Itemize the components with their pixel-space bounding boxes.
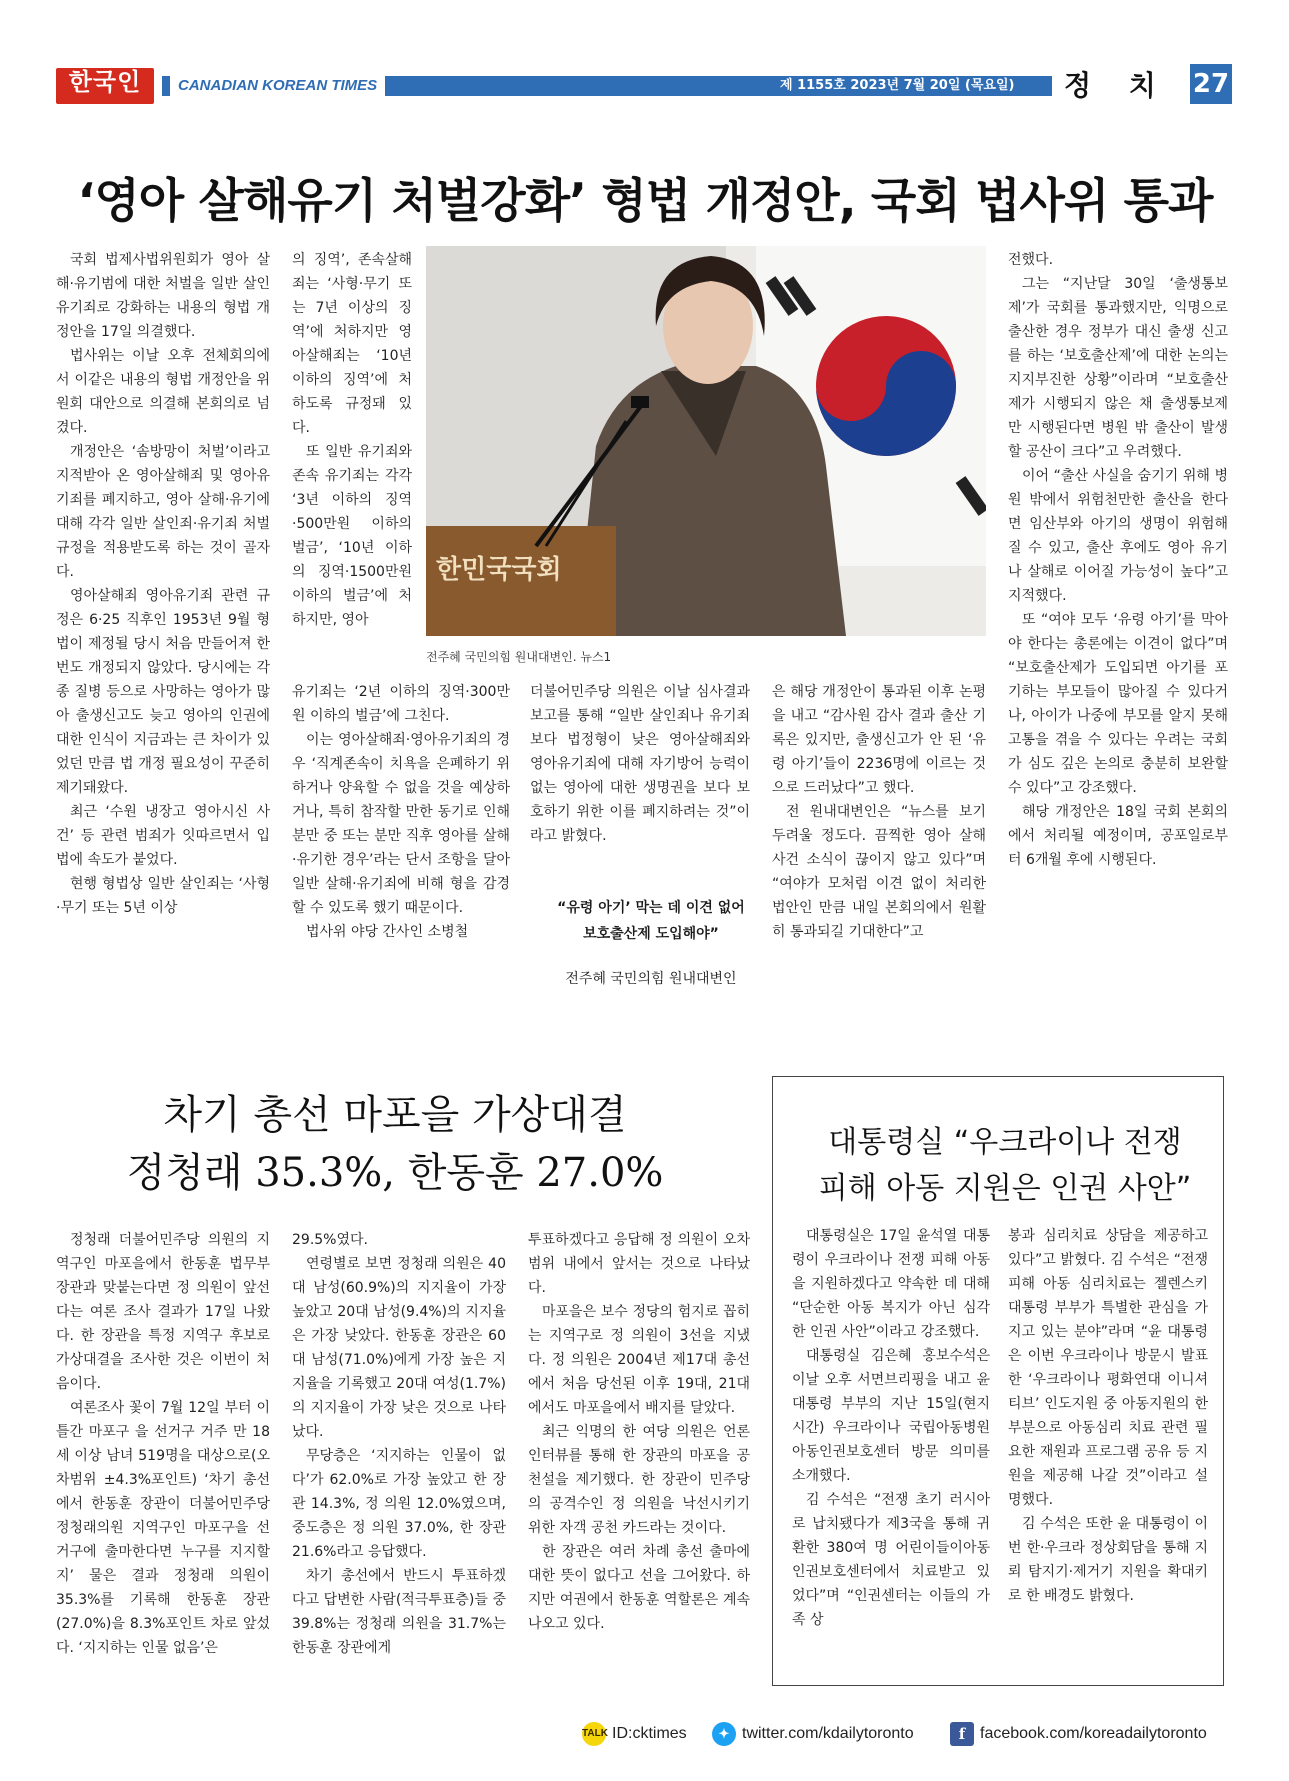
article1-column-4 xyxy=(772,680,986,1008)
paragraph: 개정안은 ‘솜방망이 처벌’이라고 지적받아 온 영아살해죄 및 영아유기죄를 폐지하고, 영아 살해·유기에 대해 각각 일반 살인죄·유기죄 처벌 규정을 적용받도록 하는 것이 골자다. xyxy=(56,444,270,580)
paragraph: 법사위 야당 간사인 소병철 xyxy=(306,924,469,940)
article2-column-2 xyxy=(292,1228,506,1698)
paragraph: 차기 총선에서 반드시 투표하겠다고 답변한 사람(적극투표층)들 중 39.8%는 정청래 의원을 31.7%는 한동훈 장관에게 xyxy=(292,1568,506,1656)
paragraph: 또 일반 유기죄와 존속 유기죄는 각각 ‘3년 이하의 징역·500만원 이하의 벌금’, ‘10년 이하의 징역·1500만원 이하의 벌금’에 처하지만, 영아 xyxy=(292,444,412,628)
article1-column-2a xyxy=(292,248,412,658)
article1-column-2b xyxy=(292,680,510,1008)
paragraph: 김 수석은 또한 윤 대통령이 이번 한·우크라 정상회담을 통해 지뢰 탐지기·제거기 지원을 확대키로 한 배경도 밝혔다. xyxy=(1008,1516,1208,1604)
paragraph: 더불어민주당 의원은 이날 심사결과 보고를 통해 “일반 살인죄나 유기죄보다 법정형이 낮은 영아살해죄와 영아유기죄에 대해 자기방어 능력이 없는 영아에 대한 생명권을 보다 보호하기 위한 이를 폐지하려는 것”이라고 밝혔다. xyxy=(530,684,750,844)
press-briefing-photo xyxy=(426,246,986,636)
article1-column-5 xyxy=(1008,248,1228,1008)
twitter-link[interactable]: twitter.com/kdailytoronto xyxy=(742,1725,914,1742)
paper-name: CANADIAN KOREAN TIMES xyxy=(170,76,385,96)
headline-line: 정청래 35.3%, 한동훈 27.0% xyxy=(126,1150,664,1196)
pull-quote-line: 보호출산제 도입해야” xyxy=(583,926,719,942)
pull-quote xyxy=(536,895,766,947)
paragraph: 은 해당 개정안이 통과된 이후 논평을 내고 “감사원 감사 결과 출산 기록은 있지만, 출생신고가 안 된 ‘유령 아기’들이 2236명에 이르는 것으로 드러났다”고 했다. xyxy=(772,684,986,796)
paragraph: 전 원내대변인은 “뉴스를 보기 두려울 정도다. 끔찍한 영아 살해 사건 소식이 끊이지 않고 있다”며 “여야가 모처럼 이견 없이 처리한 법안인 만큼 내일 본회의에서 원활히 통과되길 기대한다”고 xyxy=(772,804,986,940)
paragraph: 국회 법제사법위원회가 영아 살해·유기범에 대한 처벌을 일반 살인 유기죄로 강화하는 내용의 형법 개정안을 17일 의결했다. xyxy=(56,252,270,340)
article1-photo xyxy=(426,246,986,636)
article2-column-1 xyxy=(56,1228,270,1698)
paragraph: 유기죄는 ‘2년 이하의 징역·300만원 이하의 벌금’에 그친다. xyxy=(292,684,510,724)
kakaotalk-icon: TALK xyxy=(582,1722,606,1746)
talk-id: ID:cktimes xyxy=(612,1725,687,1742)
paragraph: 정청래 더불어민주당 의원의 지역구인 마포을에서 한동훈 법무부 장관과 맞붙는다면 정 의원이 앞선다는 여론 조사 결과가 17일 나왔다. 한 장관을 특정 지역구 후보로 가상대결을 조사한 것은 이번이 처음이다. xyxy=(56,1232,270,1392)
newspaper-logo: 한국인 xyxy=(56,68,154,104)
twitter-icon: ✦ xyxy=(712,1722,736,1746)
article3-column-1 xyxy=(792,1224,990,1674)
paragraph: 전했다. xyxy=(1008,252,1054,268)
headline-line: 대통령실 “우크라이나 전쟁 xyxy=(828,1125,1182,1160)
issue-date: 제 1155호 2023년 7월 20일 (목요일) xyxy=(780,78,1015,93)
article2-headline xyxy=(110,1086,680,1202)
paragraph: 봉과 심리치료 상담을 제공하고 있다”고 밝혔다. 김 수석은 “전쟁 피해 아동 심리치료는 젤렌스키 대통령 부부가 특별한 관심을 가지고 있는 분야”라며 “윤 대통령은 이번 우크라이나 방문시 발표한 ‘우크라이나 평화연대 이니셔티브’ 인도지원 중 아동지원의 한 부분으로 아동심리 치료 관련 필요한 재원과 프로그램 공유 등 지원을 제공해 나갈 것”이라고 설명했다. xyxy=(1008,1228,1208,1508)
paragraph: 대통령실은 17일 윤석열 대통령이 우크라이나 전쟁 피해 아동을 지원하겠다고 약속한 데 대해 “단순한 아동 복지가 아닌 심각한 인권 사안”이라고 강조했다. xyxy=(792,1228,990,1340)
article1-headline: ‘영아 살해유기 처벌강화’ 형법 개정안, 국회 법사위 통과 xyxy=(77,174,1213,229)
paragraph: 투표하겠다고 응답해 정 의원이 오차범위 내에서 앞서는 것으로 나타났다. xyxy=(528,1232,750,1296)
article1-column-3 xyxy=(530,680,750,880)
page-number: 27 xyxy=(1190,64,1232,104)
paragraph: 또 “여야 모두 ‘유령 아기’를 막아야 한다는 총론에는 이견이 없다”며 “보호출산제가 도입되면 아기를 포기하는 부모들이 많아질 수 있다거나, 아이가 나중에 부모를 알지 못해 고통을 겪을 수 있다는 우려는 국회가 심도 깊은 논의로 충분히 보완할 수 있다”고 강조했다. xyxy=(1008,612,1228,796)
paragraph: 그는 “지난달 30일 ‘출생통보제’가 국회를 통과했지만, 익명으로 출산한 경우 정부가 대신 출생 신고를 하는 ‘보호출산제’에 대한 논의는 지지부진한 상황”이라며 “보호출산제가 시행되지 않은 채 출생통보제만 시행된다면 병원 밖 출산이 발생할 공산이 크다”고 우려했다. xyxy=(1008,276,1228,460)
footer-talk[interactable] xyxy=(582,1720,687,1748)
headline-line: 차기 총선 마포을 가상대결 xyxy=(163,1092,627,1138)
footer-facebook[interactable] xyxy=(950,1720,1207,1748)
paragraph: 영아살해죄 영아유기죄 관련 규정은 6·25 직후인 1953년 9월 형법이 제정될 당시 처음 만들어져 한 번도 개정되지 않았다. 당시에는 각종 질병 등으로 사망하는 영아가 많아 출생신고도 늦고 영아의 인권에 대한 인식이 지금과는 큰 차이가 있었던 만큼 법 개정 필요성이 꾸준히 제기돼왔다. xyxy=(56,588,270,796)
paragraph: 해당 개정안은 18일 국회 본회의에서 처리될 예정이며, 공포일로부터 6개월 후에 시행된다. xyxy=(1008,804,1228,868)
paragraph: 연령별로 보면 정청래 의원은 40대 남성(60.9%)의 지지율이 가장 높았고 20대 남성(9.4%)의 지지율은 가장 낮았다. 한동훈 장관은 60대 남성(71.0%)에게 가장 높은 지지율을 기록했고 20대 여성(1.7%)의 지지율이 가장 낮은 것으로 나타났다. xyxy=(292,1256,506,1440)
paragraph: 여론조사 꽃이 7월 12일 부터 이틀간 마포구 을 선거구 거주 만 18세 이상 남녀 519명을 대상으로(오차범위 ±4.3%포인트) ‘차기 총선에서 한동훈 장관이 더불어민주당 정청래의원 지역구인 마포구을 선거구에 출마한다면 누구를 지지할지’ 물은 결과 정청래 의원이 35.3%를 기록해 한동훈 장관(27.0%)을 8.3%포인트 차로 앞섰다. ‘지지하는 인물 없음’은 xyxy=(56,1400,270,1656)
photo-caption: 전주혜 국민의힘 원내대변인. 뉴스1 xyxy=(426,650,612,664)
footer-twitter[interactable] xyxy=(712,1720,914,1748)
facebook-link[interactable]: facebook.com/koreadailytoronto xyxy=(980,1725,1207,1742)
article3-headline xyxy=(780,1120,1230,1212)
paragraph: 29.5%였다. xyxy=(292,1232,368,1248)
paragraph: 최근 익명의 한 여당 의원은 언론 인터뷰를 통해 한 장관의 마포을 공천설을 제기했다. 한 장관이 민주당의 공격수인 정 의원을 낙선시키기 위한 자객 공천 카드라는 것이다. xyxy=(528,1424,750,1536)
section-title: 정 치 xyxy=(1064,69,1170,102)
article2-column-3 xyxy=(528,1228,750,1698)
podium-text: 한민국국회 xyxy=(436,555,562,585)
article3-column-2 xyxy=(1008,1224,1208,1674)
paragraph: 마포을은 보수 정당의 험지로 꼽히는 지역구로 정 의원이 3선을 지냈다. 정 의원은 2004년 제17대 총선에서 처음 당선된 이후 19대, 21대에서도 마포을에서 배지를 달았다. xyxy=(528,1304,750,1416)
paragraph: 한 장관은 여러 차례 총선 출마에 대한 뜻이 없다고 선을 그어왔다. 하지만 여권에서 한동훈 역할론은 계속 나오고 있다. xyxy=(528,1544,750,1632)
paragraph: 무당층은 ‘지지하는 인물이 없다’가 62.0%로 가장 높았고 한 장관 14.3%, 정 의원 12.0%였으며, 중도층은 정 의원 37.0%, 한 장관 21.6%라고 응답했다. xyxy=(292,1448,506,1560)
article1-column-1 xyxy=(56,248,270,1008)
pull-quote-line: “유령 아기’ 막는 데 이견 없어 xyxy=(557,900,745,916)
pull-quote-author: 전주혜 국민의힘 원내대변인 xyxy=(565,971,737,987)
paragraph: 대통령실 김은혜 홍보수석은 이날 오후 서면브리핑을 내고 윤 대통령 부부의 지난 15일(현지시간) 우크라이나 국립아동병원 아동인권보호센터 방문 의미를 소개했다. xyxy=(792,1348,990,1484)
logo-subtitle: CANADIAN KOREAN TIMES xyxy=(62,98,148,105)
paragraph: 의 징역’, 존속살해죄는 ‘사형·무기 또는 7년 이상의 징역’에 처하지만 영아살해죄는 ‘10년 이하의 징역’에 처하도록 규정돼 있다. xyxy=(292,252,412,436)
paragraph: 현행 형법상 일반 살인죄는 ‘사형·무기 또는 5년 이상 xyxy=(56,876,270,916)
paragraph: 김 수석은 “전쟁 초기 러시아로 납치됐다가 제3국을 통해 귀환한 380여 명 어린이들이아동인권보호센터에서 치료받고 있었다”며 “인권센터는 이들의 가족 상 xyxy=(792,1492,990,1628)
paragraph: 최근 ‘수원 냉장고 영아시신 사건’ 등 관련 범죄가 잇따르면서 입법에 속도가 붙었다. xyxy=(56,804,270,868)
paragraph: 법사위는 이날 오후 전체회의에서 이같은 내용의 형법 개정안을 위원회 대안으로 의결해 본회의로 넘겼다. xyxy=(56,348,270,436)
headline-line: 피해 아동 지원은 인권 사안” xyxy=(818,1171,1192,1206)
paragraph: 이는 영아살해죄·영아유기죄의 경우 ‘직계존속이 치욕을 은폐하기 위하거나 양육할 수 없을 것을 예상하거나, 특히 참작할 만한 동기로 인해 분만 중 또는 분만 직후 영아를 살해·유기한 경우’라는 단서 조항을 달아 일반 살해·유기죄에 비해 형을 감경할 수 있도록 했기 때문이다. xyxy=(292,732,510,916)
facebook-icon: f xyxy=(950,1722,974,1746)
paragraph: 이어 “출산 사실을 숨기기 위해 병원 밖에서 위험천만한 출산을 한다면 임산부와 아기의 생명이 위험해질 수 있고, 출산 후에도 영아 유기나 살해로 이어질 가능성이 높다”고 지적했다. xyxy=(1008,468,1228,604)
